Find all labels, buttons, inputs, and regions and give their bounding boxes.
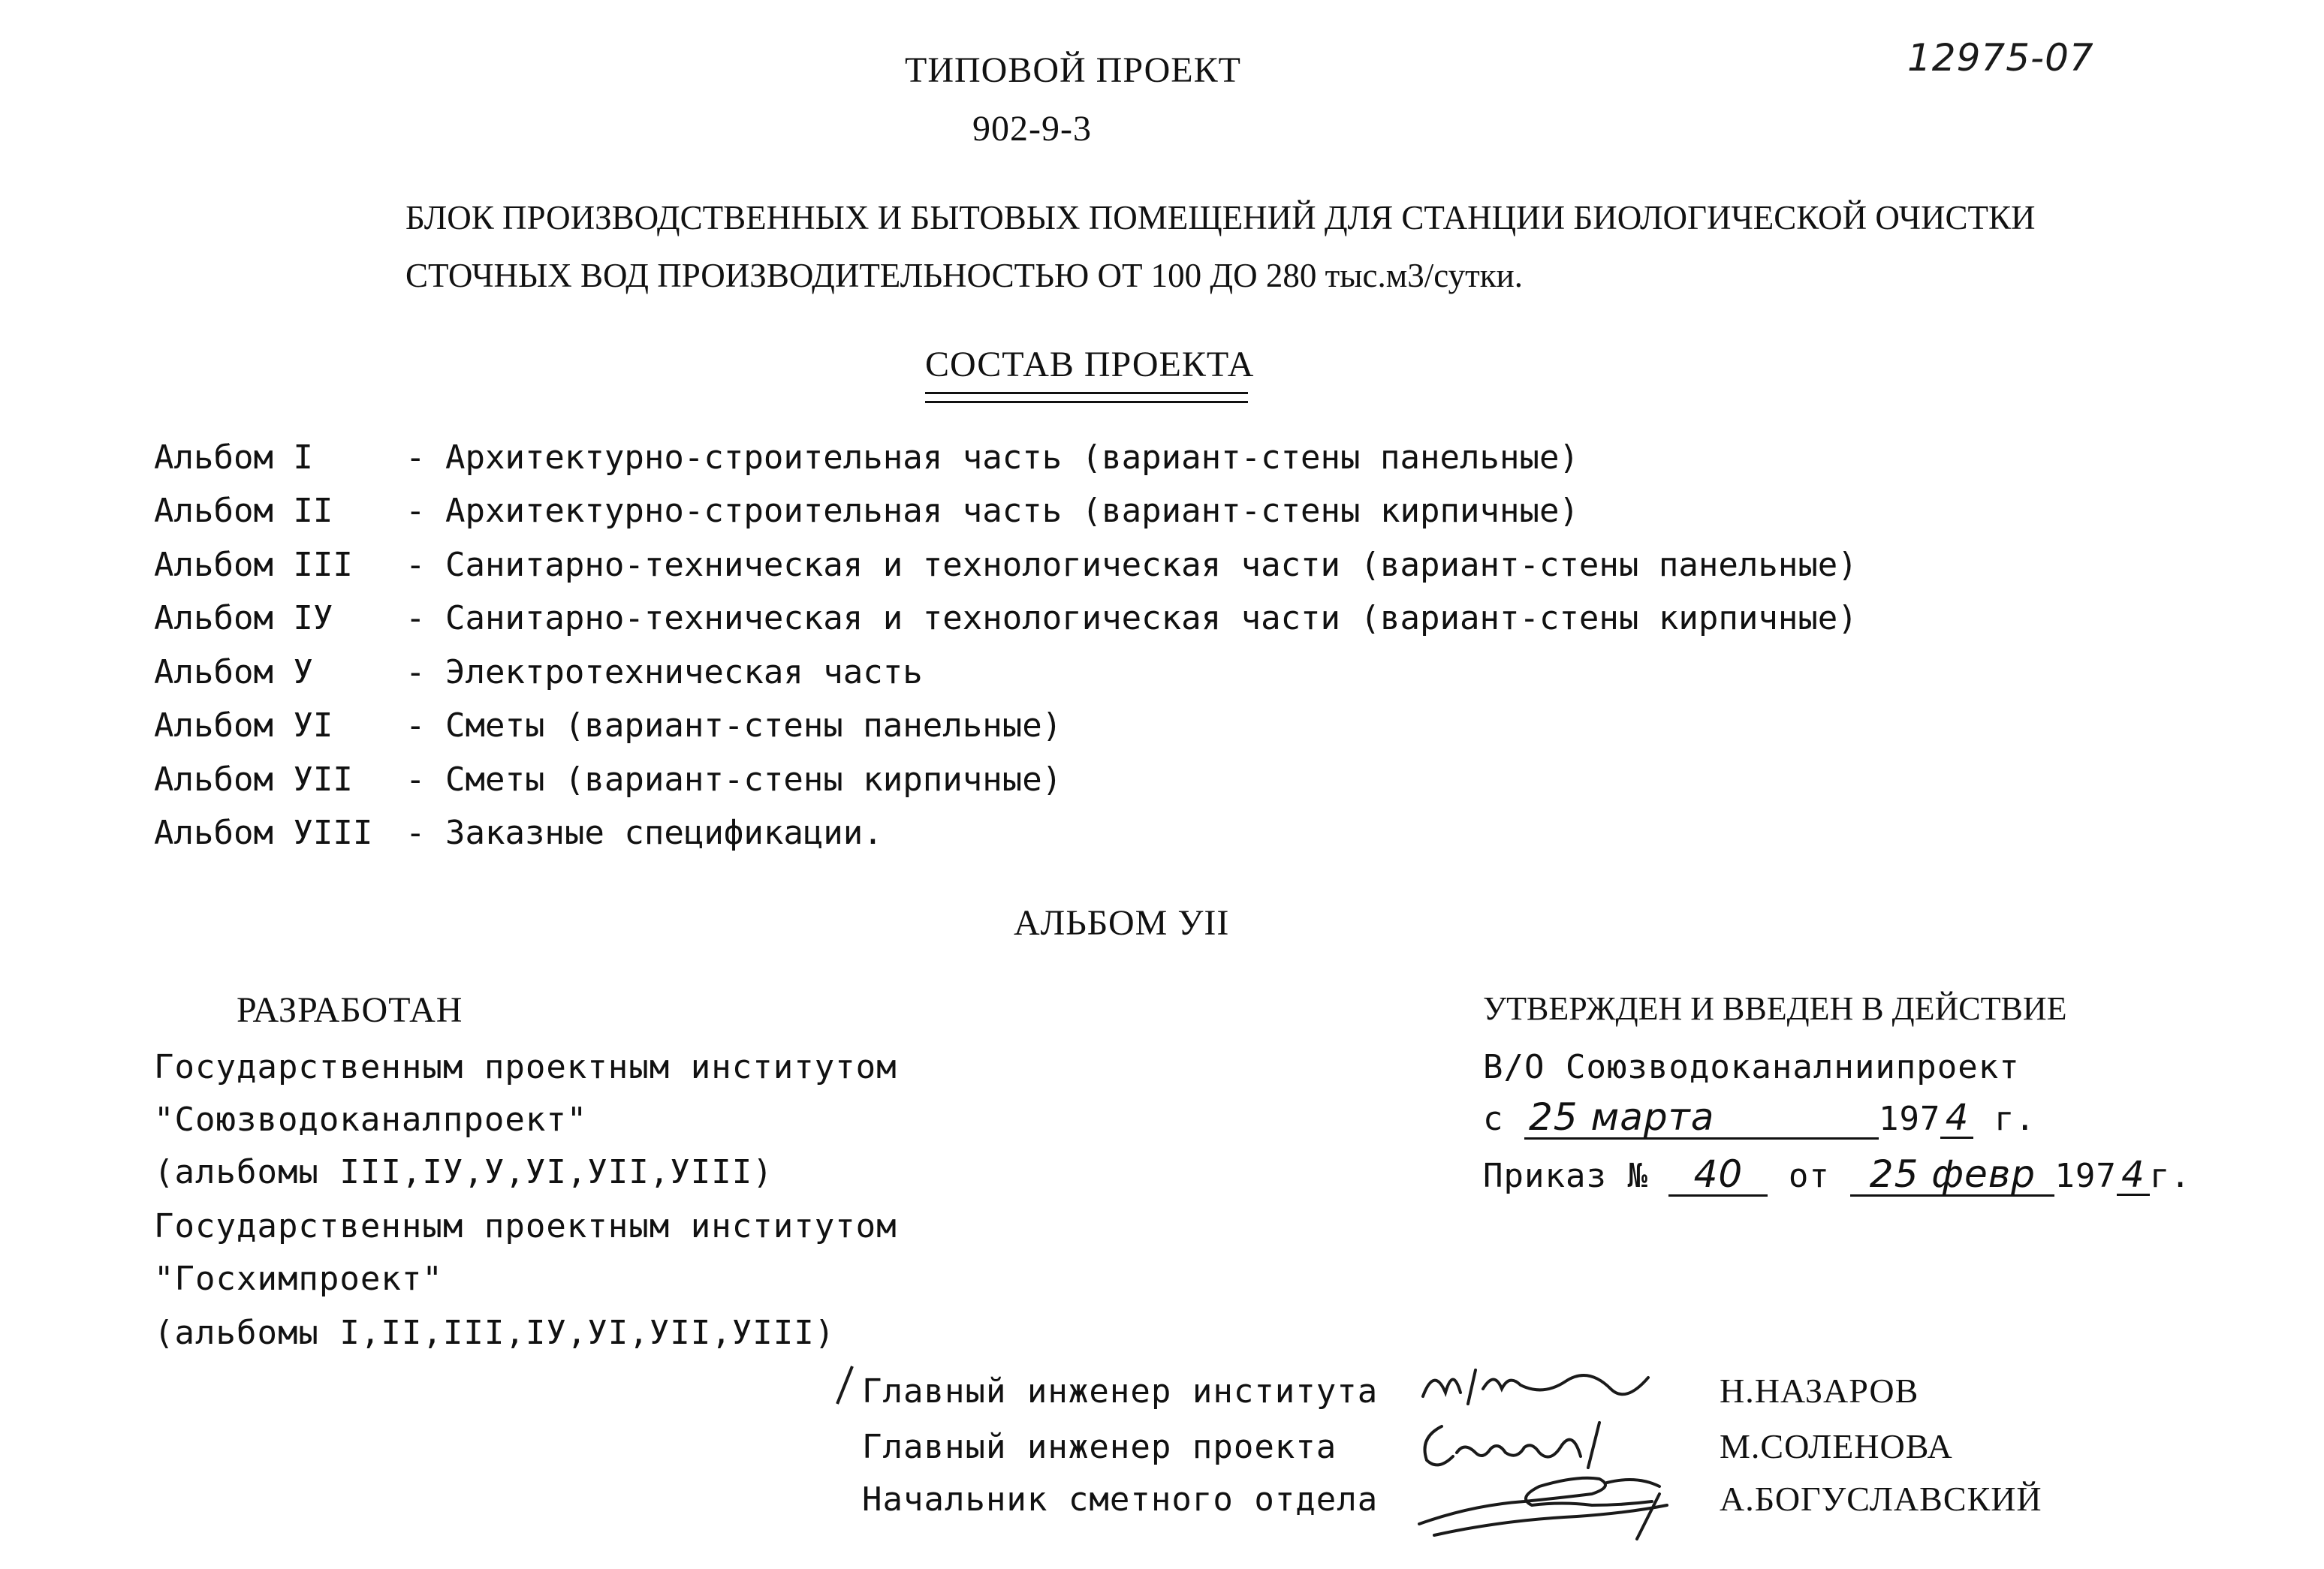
- project-code: 902-9-3: [972, 109, 1092, 149]
- signature-name: А.БОГУСЛАВСКИЙ: [1720, 1480, 2042, 1518]
- signature-role: Главный инженер проекта: [862, 1428, 1337, 1466]
- album-row: [154, 546, 1858, 584]
- order-number: 40: [1668, 1155, 1768, 1197]
- composition-heading-underline: [925, 392, 1248, 394]
- album-label: Альбом IУ: [154, 599, 333, 637]
- album-row: [154, 438, 1579, 477]
- album-label: Альбом У: [154, 653, 313, 691]
- album-description: - Санитарно-техническая и технологическая части (вариант-стены кирпичные): [405, 599, 1858, 637]
- document-number: 12975-07: [1907, 36, 2094, 80]
- composition-heading-underline-2: [925, 401, 1248, 403]
- signature-name: М.СОЛЕНОВА: [1720, 1427, 1953, 1465]
- handwritten-signature-boguslavsky: [1412, 1464, 1727, 1546]
- album-description: - Санитарно-техническая и технологическая части (вариант-стены панельные): [405, 546, 1858, 584]
- album-label: Альбом УI: [154, 706, 333, 745]
- album-label: Альбом III: [154, 546, 353, 584]
- order-year-digit: 4: [2117, 1156, 2150, 1196]
- approved-from-row: [1483, 1095, 2036, 1140]
- composition-heading: СОСТАВ ПРОЕКТА: [925, 345, 1255, 384]
- signature-role: Главный инженер института: [862, 1372, 1379, 1411]
- order-year-suffix: г.: [2149, 1157, 2191, 1195]
- developed-line: (альбомы I,II,III,IУ,УI,УII,УIII): [154, 1314, 836, 1352]
- order-year-prefix: 197: [2054, 1157, 2117, 1195]
- album-description: - Сметы (вариант-стены кирпичные): [405, 760, 1063, 799]
- subject-line-2: СТОЧНЫХ ВОД ПРОИЗВОДИТЕЛЬНОСТЬЮ ОТ 100 ДО 280 тыс.м3/сутки.: [405, 257, 1523, 294]
- order-from: от: [1788, 1157, 1830, 1195]
- subject-line-1: БЛОК ПРОИЗВОДСТВЕННЫХ И БЫТОВЫХ ПОМЕЩЕНИЙ ДЛЯ СТАНЦИИ БИОЛОГИЧЕСКОЙ ОЧИСТКИ: [405, 199, 2036, 236]
- album-description: - Электротехническая часть: [405, 653, 923, 691]
- developed-line: "Госхимпроект": [154, 1260, 443, 1298]
- approved-from-prefix: с: [1483, 1100, 1504, 1138]
- handwritten-signature-nazarov: [822, 1351, 1723, 1411]
- project-type-title: ТИПОВОЙ ПРОЕКТ: [905, 50, 1241, 90]
- signature-role: Начальник сметного отдела: [862, 1480, 1379, 1519]
- developed-line: Государственным проектным институтом: [154, 1048, 897, 1086]
- album-row: [154, 760, 1063, 799]
- signature-name: Н.НАЗАРОВ: [1720, 1372, 1919, 1410]
- album-description: - Архитектурно-строительная часть (вариант-стены панельные): [405, 438, 1579, 477]
- album-label: Альбом II: [154, 492, 333, 530]
- album-label: Альбом УII: [154, 760, 353, 799]
- album-row: [154, 599, 1858, 637]
- album-description: - Сметы (вариант-стены панельные): [405, 706, 1063, 745]
- album-row: [154, 653, 923, 691]
- album-description: - Заказные спецификации.: [405, 814, 883, 852]
- approved-from-year-digit: 4: [1940, 1099, 1973, 1139]
- order-label: Приказ №: [1483, 1157, 1648, 1195]
- album-label: Альбом УIII: [154, 814, 373, 852]
- album-description: - Архитектурно-строительная часть (вариант-стены кирпичные): [405, 492, 1579, 530]
- developed-line: "Союзводоканалпроект": [154, 1101, 588, 1139]
- album-row: [154, 706, 1063, 745]
- current-album-title: АЛЬБОМ УII: [1014, 903, 1230, 943]
- developed-line: (альбомы III,IУ,У,УI,УII,УIII): [154, 1153, 773, 1191]
- approved-org: В/О Союзводоканалниипроект: [1483, 1048, 2020, 1086]
- album-row: [154, 814, 883, 852]
- album-label: Альбом I: [154, 438, 313, 477]
- developed-line: Государственным проектным институтом: [154, 1207, 897, 1245]
- approved-heading: УТВЕРЖДЕН И ВВЕДЕН В ДЕЙСТВИЕ: [1483, 990, 2067, 1027]
- order-date: 25 февр: [1850, 1155, 2054, 1197]
- approved-from-year-suffix: г.: [1994, 1100, 2036, 1138]
- developed-heading: РАЗРАБОТАН: [237, 990, 463, 1030]
- approved-order-row: [1483, 1152, 2191, 1197]
- album-row: [154, 492, 1579, 530]
- approved-from-year-prefix: 197: [1879, 1100, 1941, 1138]
- approved-from-date: 25 марта: [1524, 1098, 1879, 1140]
